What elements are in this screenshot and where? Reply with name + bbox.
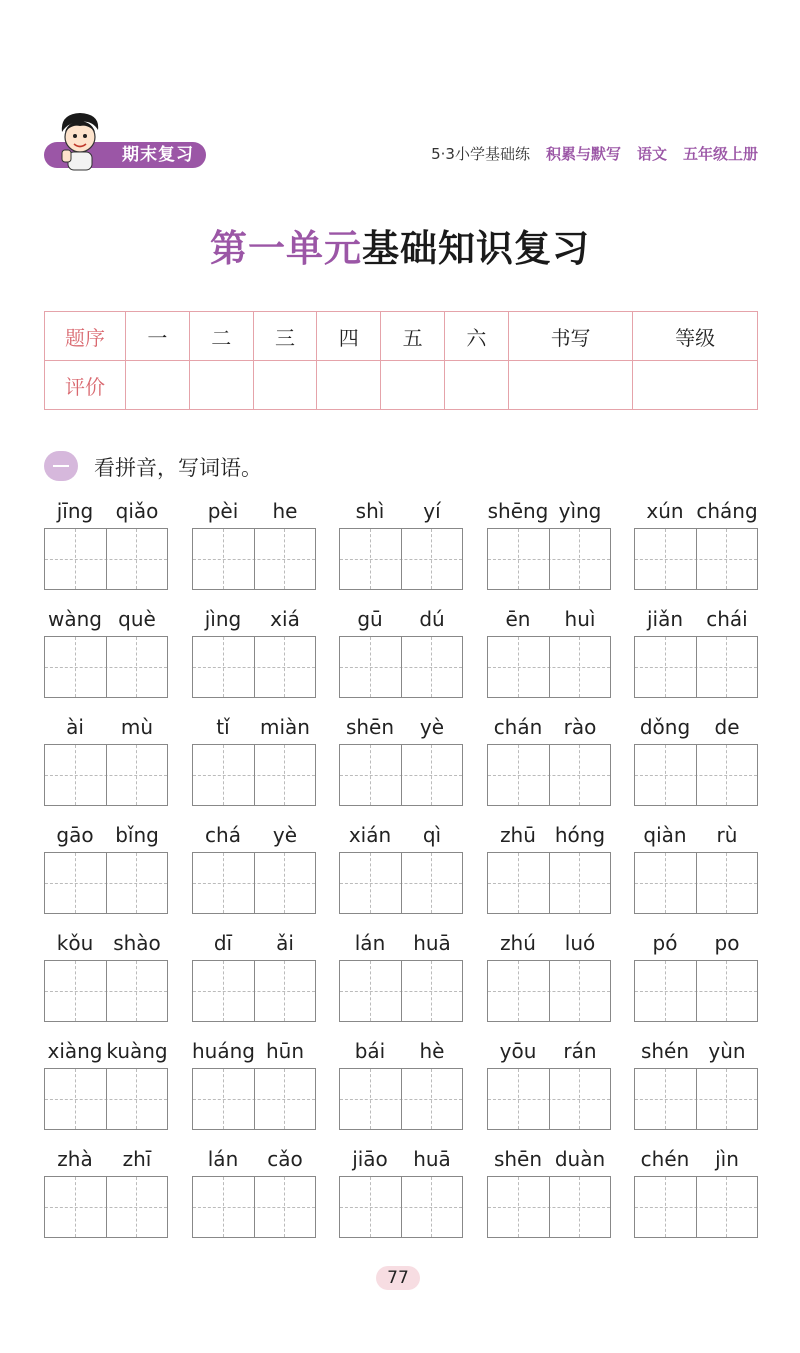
pinyin-syllable: dú	[419, 607, 445, 631]
box-divider	[549, 853, 550, 913]
writing-box[interactable]	[634, 1068, 758, 1130]
box-divider	[254, 961, 255, 1021]
pinyin-syllable: tǐ	[216, 715, 230, 739]
pinyin-label	[487, 1037, 611, 1067]
box-divider	[401, 1069, 402, 1129]
pinyin-label	[339, 713, 463, 743]
pinyin-syllable: miàn	[260, 715, 310, 739]
pinyin-syllable: qiàn	[643, 823, 687, 847]
score-header-cell: 三	[253, 312, 317, 361]
writing-box[interactable]	[192, 744, 316, 806]
word-item	[487, 929, 611, 1037]
word-item	[339, 605, 463, 713]
writing-box[interactable]	[192, 1176, 316, 1238]
pinyin-syllable: ài	[66, 715, 84, 739]
grade-name: 五年级上册	[682, 145, 758, 163]
pinyin-label	[192, 821, 316, 851]
pinyin-syllable: mù	[120, 715, 154, 739]
writing-box[interactable]	[44, 636, 168, 698]
section-title: 看拼音，写词语。	[94, 456, 262, 480]
score-table	[44, 311, 758, 410]
pinyin-syllable: zhī	[122, 1147, 152, 1171]
pinyin-label	[44, 497, 168, 527]
word-item	[192, 1145, 316, 1253]
pinyin-row	[44, 605, 758, 713]
pinyin-syllable: jīng	[56, 499, 94, 523]
pinyin-syllable: zhú	[500, 931, 536, 955]
pinyin-syllable: gū	[357, 607, 383, 631]
score-header-cell: 等级	[633, 312, 758, 361]
pinyin-syllable: lán	[207, 1147, 239, 1171]
pinyin-syllable: kǒu	[56, 931, 94, 955]
score-eval-cell[interactable]	[126, 361, 190, 410]
box-divider	[254, 637, 255, 697]
writing-box[interactable]	[634, 744, 758, 806]
pinyin-syllable: shēn	[493, 1147, 543, 1171]
pinyin-syllable: hūn	[265, 1039, 305, 1063]
page-title	[0, 218, 800, 272]
pinyin-syllable: rù	[716, 823, 738, 847]
box-divider	[549, 637, 550, 697]
pinyin-syllable: yìng	[558, 499, 602, 523]
word-item	[44, 929, 168, 1037]
pinyin-syllable: huā	[413, 1147, 451, 1171]
word-item	[487, 497, 611, 605]
word-item	[339, 1145, 463, 1253]
word-item	[44, 1145, 168, 1253]
word-item	[192, 713, 316, 821]
writing-box[interactable]	[487, 744, 611, 806]
pinyin-label	[339, 497, 463, 527]
pinyin-syllable: dī	[213, 931, 233, 955]
pinyin-syllable: bǐng	[115, 823, 159, 847]
pinyin-syllable: po	[714, 931, 740, 955]
pinyin-label	[487, 497, 611, 527]
box-divider	[401, 853, 402, 913]
pinyin-label	[192, 605, 316, 635]
box-divider	[696, 1069, 697, 1129]
box-divider	[401, 529, 402, 589]
pinyin-label	[339, 929, 463, 959]
word-item	[192, 929, 316, 1037]
writing-box[interactable]	[339, 528, 463, 590]
word-item	[634, 1145, 758, 1253]
box-divider	[106, 961, 107, 1021]
word-item	[634, 1037, 758, 1145]
score-eval-cell[interactable]	[253, 361, 317, 410]
writing-box[interactable]	[487, 960, 611, 1022]
pinyin-syllable: jiǎn	[646, 607, 684, 631]
box-divider	[549, 1069, 550, 1129]
score-table-eval-row	[45, 361, 758, 410]
writing-box[interactable]	[634, 636, 758, 698]
box-divider	[696, 637, 697, 697]
word-item	[487, 821, 611, 929]
writing-box[interactable]	[339, 852, 463, 914]
pinyin-syllable: chán	[493, 715, 543, 739]
header-badge-label: 期末复习	[122, 145, 194, 165]
score-header-cell: 四	[317, 312, 381, 361]
page-number: 77	[376, 1266, 420, 1290]
box-divider	[106, 1177, 107, 1237]
score-header-cell: 一	[126, 312, 190, 361]
writing-box[interactable]	[634, 528, 758, 590]
pinyin-syllable: rán	[563, 1039, 597, 1063]
pinyin-syllable: jiāo	[352, 1147, 388, 1171]
pinyin-row	[44, 929, 758, 1037]
word-item	[192, 821, 316, 929]
pinyin-label	[487, 1145, 611, 1175]
pinyin-syllable: bái	[354, 1039, 386, 1063]
pinyin-label	[487, 929, 611, 959]
word-item	[44, 713, 168, 821]
pinyin-label	[634, 605, 758, 635]
pinyin-label	[339, 821, 463, 851]
box-divider	[696, 961, 697, 1021]
section-number-badge	[44, 451, 78, 481]
pinyin-label	[339, 1037, 463, 1067]
writing-box[interactable]	[487, 1068, 611, 1130]
writing-box[interactable]	[487, 636, 611, 698]
box-divider	[106, 1069, 107, 1129]
pinyin-row	[44, 1145, 758, 1253]
box-divider	[254, 529, 255, 589]
word-item	[487, 713, 611, 821]
pinyin-label	[192, 1145, 316, 1175]
pinyin-syllable: gāo	[56, 823, 94, 847]
writing-box[interactable]	[44, 528, 168, 590]
pinyin-syllable: shēng	[487, 499, 549, 523]
pinyin-syllable: cǎo	[267, 1147, 303, 1171]
pinyin-syllable: yí	[423, 499, 441, 523]
pinyin-syllable: rào	[563, 715, 597, 739]
word-item	[339, 821, 463, 929]
writing-box[interactable]	[339, 1176, 463, 1238]
writing-box[interactable]	[339, 1068, 463, 1130]
pinyin-label	[634, 929, 758, 959]
pinyin-syllable: shì	[355, 499, 385, 523]
pinyin-label	[44, 1145, 168, 1175]
score-eval-label: 评价	[45, 361, 126, 410]
box-divider	[401, 745, 402, 805]
box-divider	[106, 853, 107, 913]
pinyin-syllable: huáng	[192, 1039, 255, 1063]
score-eval-cell[interactable]	[317, 361, 381, 410]
pinyin-label	[487, 821, 611, 851]
writing-box[interactable]	[192, 960, 316, 1022]
writing-box[interactable]	[192, 852, 316, 914]
pinyin-syllable: huì	[564, 607, 596, 631]
box-divider	[549, 961, 550, 1021]
pinyin-syllable: wàng	[48, 607, 102, 631]
header-info	[415, 143, 758, 165]
word-item	[339, 929, 463, 1037]
pinyin-syllable: chái	[706, 607, 748, 631]
word-item	[192, 1037, 316, 1145]
score-eval-cell[interactable]	[381, 361, 445, 410]
writing-box[interactable]	[634, 960, 758, 1022]
writing-box[interactable]	[44, 744, 168, 806]
pinyin-label	[339, 605, 463, 635]
word-item	[634, 821, 758, 929]
pinyin-row	[44, 713, 758, 821]
pinyin-syllable: yùn	[708, 1039, 746, 1063]
pinyin-label	[339, 1145, 463, 1175]
pinyin-row	[44, 1037, 758, 1145]
box-divider	[254, 1069, 255, 1129]
pinyin-label	[487, 605, 611, 635]
pinyin-syllable: chén	[640, 1147, 690, 1171]
pinyin-label	[44, 929, 168, 959]
writing-box[interactable]	[44, 960, 168, 1022]
pinyin-label	[487, 713, 611, 743]
box-divider	[106, 529, 107, 589]
writing-box[interactable]	[487, 528, 611, 590]
word-item	[487, 1145, 611, 1253]
pinyin-syllable: cháng	[696, 499, 758, 523]
box-divider	[549, 529, 550, 589]
pinyin-syllable: shēn	[345, 715, 395, 739]
word-item	[487, 1037, 611, 1145]
box-divider	[696, 853, 697, 913]
pinyin-syllable: kuàng	[106, 1039, 168, 1063]
pinyin-syllable: jìn	[715, 1147, 739, 1171]
pinyin-syllable: ǎi	[276, 931, 294, 955]
subject-name: 语文	[636, 145, 667, 163]
word-item	[634, 929, 758, 1037]
pinyin-syllable: dǒng	[639, 715, 691, 739]
pinyin-syllable: xiàng	[47, 1039, 103, 1063]
writing-box[interactable]	[192, 528, 316, 590]
pinyin-syllable: shén	[640, 1039, 690, 1063]
pinyin-syllable: hóng	[554, 823, 606, 847]
pinyin-label	[192, 1037, 316, 1067]
score-header-cell: 书写	[508, 312, 633, 361]
writing-box[interactable]	[487, 1176, 611, 1238]
boy-mascot-icon	[52, 110, 108, 172]
writing-box[interactable]	[634, 1176, 758, 1238]
score-eval-cell[interactable]	[189, 361, 253, 410]
pinyin-syllable: ēn	[505, 607, 531, 631]
pinyin-label	[44, 713, 168, 743]
writing-box[interactable]	[44, 852, 168, 914]
pinyin-syllable: qiǎo	[115, 499, 159, 523]
pinyin-syllable: luó	[564, 931, 596, 955]
writing-box[interactable]	[44, 1176, 168, 1238]
word-item	[339, 713, 463, 821]
writing-box[interactable]	[44, 1068, 168, 1130]
writing-box[interactable]	[487, 852, 611, 914]
pinyin-syllable: yè	[272, 823, 298, 847]
score-eval-cell[interactable]	[508, 361, 633, 410]
pinyin-syllable: huā	[413, 931, 451, 955]
box-divider	[401, 1177, 402, 1237]
score-header-cell: 五	[381, 312, 445, 361]
box-divider	[106, 637, 107, 697]
pinyin-syllable: jìng	[204, 607, 242, 631]
word-item	[192, 497, 316, 605]
pinyin-label	[634, 1145, 758, 1175]
pinyin-syllable: xián	[348, 823, 392, 847]
pinyin-label	[634, 821, 758, 851]
box-divider	[254, 853, 255, 913]
pinyin-syllable: qì	[422, 823, 442, 847]
pinyin-syllable: pèi	[207, 499, 239, 523]
word-item	[44, 605, 168, 713]
word-item	[339, 497, 463, 605]
word-item	[634, 605, 758, 713]
writing-box[interactable]	[339, 744, 463, 806]
score-table-header-row	[45, 312, 758, 361]
pinyin-writing-grid	[44, 497, 758, 1253]
word-item	[634, 713, 758, 821]
pinyin-syllable: zhū	[500, 823, 536, 847]
series-name: 5·3小学基础练	[431, 145, 530, 163]
box-divider	[254, 745, 255, 805]
score-header-cell: 六	[444, 312, 508, 361]
pinyin-syllable: shào	[113, 931, 161, 955]
pinyin-label	[634, 713, 758, 743]
word-item	[339, 1037, 463, 1145]
pinyin-syllable: xiá	[270, 607, 300, 631]
pinyin-label	[44, 1037, 168, 1067]
writing-box[interactable]	[339, 636, 463, 698]
word-item	[44, 1037, 168, 1145]
score-header-cell: 二	[189, 312, 253, 361]
box-divider	[549, 1177, 550, 1237]
box-divider	[549, 745, 550, 805]
pinyin-label	[634, 1037, 758, 1067]
score-header-cell: 题序	[45, 312, 126, 361]
pinyin-syllable: duàn	[554, 1147, 606, 1171]
writing-box[interactable]	[192, 1068, 316, 1130]
box-divider	[696, 1177, 697, 1237]
pinyin-syllable: he	[272, 499, 298, 523]
pinyin-label	[44, 605, 168, 635]
pinyin-syllable: zhà	[57, 1147, 93, 1171]
pinyin-row	[44, 821, 758, 929]
pinyin-syllable: de	[714, 715, 740, 739]
score-eval-cell[interactable]	[633, 361, 758, 410]
box-divider	[401, 961, 402, 1021]
pinyin-syllable: yōu	[499, 1039, 537, 1063]
word-item	[44, 497, 168, 605]
writing-box[interactable]	[192, 636, 316, 698]
word-item	[487, 605, 611, 713]
box-divider	[106, 745, 107, 805]
pinyin-label	[634, 497, 758, 527]
pinyin-syllable: lán	[354, 931, 386, 955]
box-divider	[696, 529, 697, 589]
box-divider	[401, 637, 402, 697]
box-divider	[696, 745, 697, 805]
pinyin-syllable: pó	[652, 931, 678, 955]
title-unit: 第一单元	[210, 227, 362, 270]
pinyin-label	[44, 821, 168, 851]
pinyin-syllable: què	[118, 607, 156, 631]
pinyin-row	[44, 497, 758, 605]
box-divider	[254, 1177, 255, 1237]
pinyin-syllable: chá	[205, 823, 241, 847]
pinyin-label	[192, 929, 316, 959]
writing-box[interactable]	[634, 852, 758, 914]
word-item	[634, 497, 758, 605]
word-item	[192, 605, 316, 713]
book-name: 积累与默写	[545, 145, 621, 163]
pinyin-syllable: hè	[419, 1039, 445, 1063]
title-topic: 基础知识复习	[362, 227, 590, 270]
pinyin-syllable: xún	[646, 499, 684, 523]
writing-box[interactable]	[339, 960, 463, 1022]
pinyin-label	[192, 713, 316, 743]
word-item	[44, 821, 168, 929]
score-eval-cell[interactable]	[444, 361, 508, 410]
pinyin-syllable: yè	[419, 715, 445, 739]
pinyin-label	[192, 497, 316, 527]
